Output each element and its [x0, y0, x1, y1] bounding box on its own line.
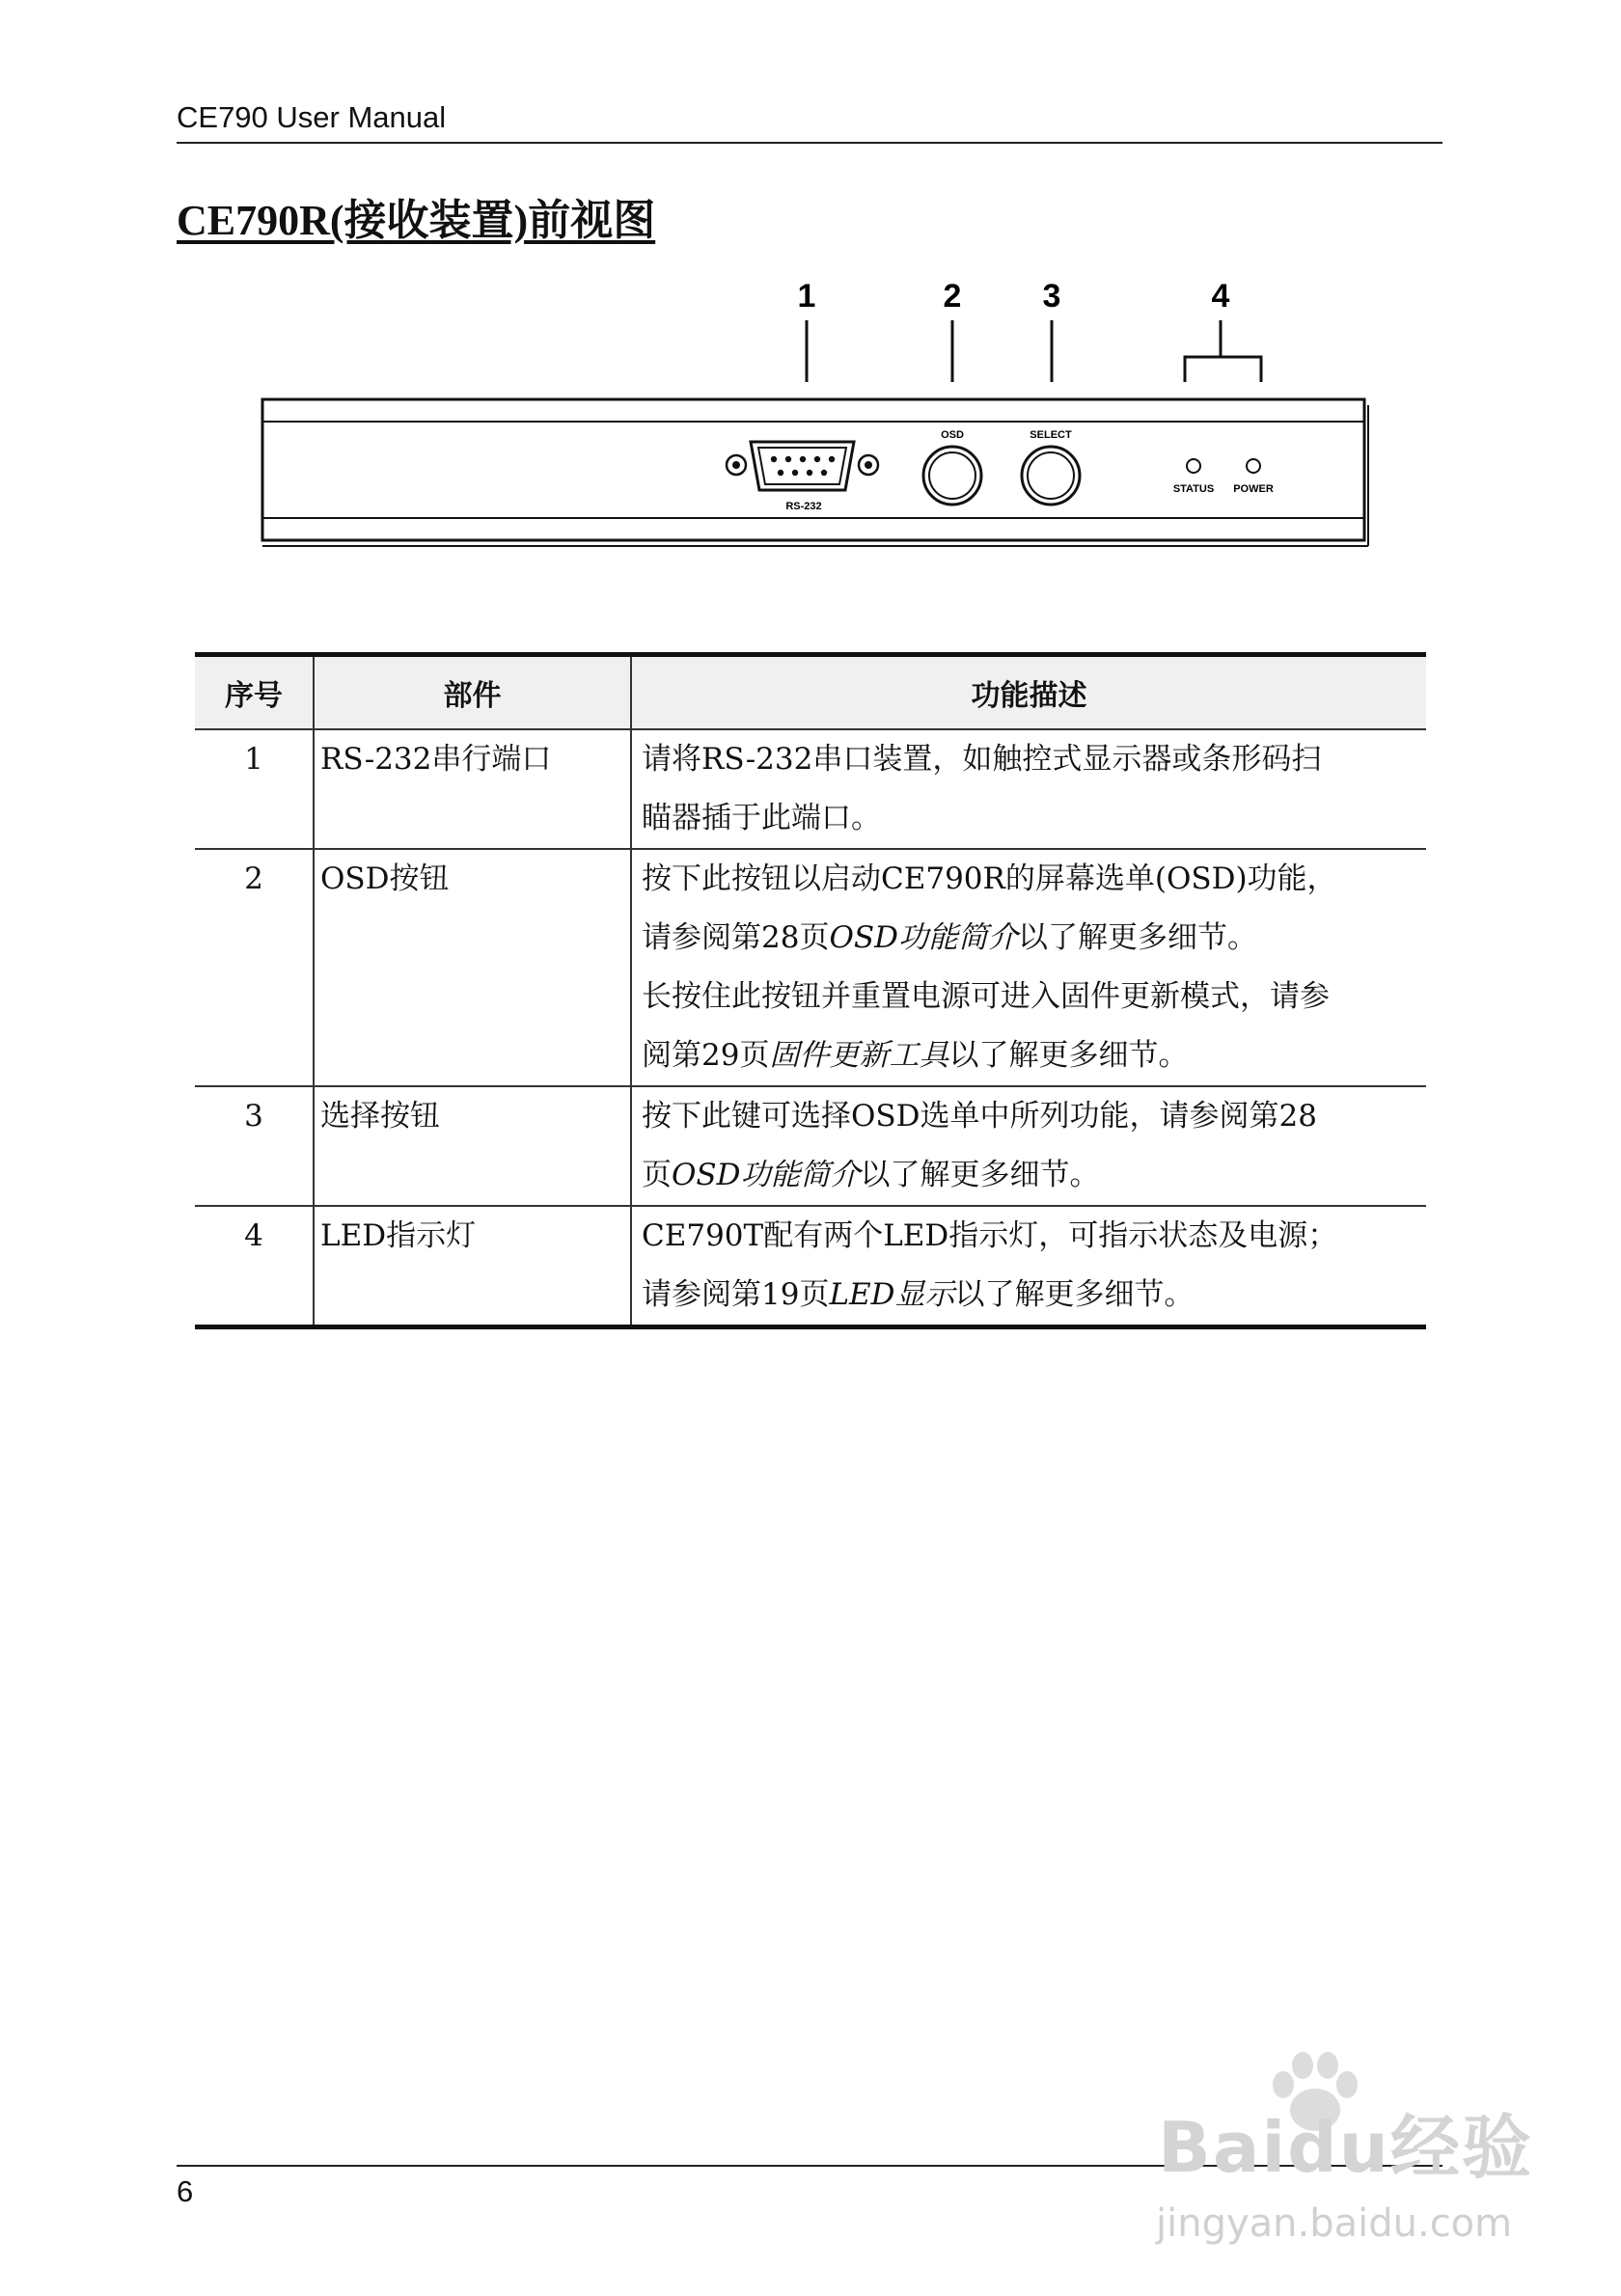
table-row	[195, 849, 1426, 1086]
description-line: 按下此键可选择OSD选单中所列功能，请参阅第28	[642, 1099, 1317, 1134]
status-led-icon	[1187, 459, 1200, 473]
select-button-icon	[1022, 447, 1080, 505]
row-part: RS-232串行端口	[314, 729, 631, 849]
row-description	[631, 1086, 1426, 1206]
cross-reference: OSD功能简介	[829, 920, 1018, 955]
row-part: LED指示灯	[314, 1206, 631, 1327]
cross-reference: OSD功能简介	[672, 1158, 861, 1192]
description-line: 页OSD功能简介以了解更多细节。	[642, 1158, 1100, 1192]
description-line: 请参阅第19页LED显示以了解更多细节。	[642, 1277, 1195, 1312]
table-row	[195, 1086, 1426, 1206]
power-led-label: POWER	[1233, 483, 1274, 495]
description-line: 瞄器插于此端口。	[642, 801, 881, 835]
row-description	[631, 729, 1426, 849]
osd-label: OSD	[941, 429, 964, 441]
page-number: 6	[177, 2174, 194, 2208]
power-led-icon	[1247, 459, 1260, 473]
header-number: 序号	[195, 655, 314, 730]
watermark-url: jingyan.baidu.com	[1156, 2201, 1513, 2246]
row-part: OSD按钮	[314, 849, 631, 1086]
cross-reference: LED显示	[829, 1277, 955, 1312]
row-description	[631, 849, 1426, 1086]
description-line: 请将RS-232串口装置，如触控式显示器或条形码扫	[642, 742, 1322, 777]
header-part: 部件	[314, 655, 631, 730]
row-number: 2	[195, 849, 314, 1086]
callout-3: 3	[1042, 278, 1061, 314]
description-line: CE790T配有两个LED指示灯，可指示状态及电源；	[642, 1218, 1338, 1253]
row-number: 1	[195, 729, 314, 849]
header-description: 功能描述	[631, 655, 1426, 730]
row-description	[631, 1206, 1426, 1327]
callout-2: 2	[943, 278, 962, 314]
bracket-4	[1185, 357, 1261, 382]
callout-4: 4	[1211, 278, 1230, 314]
rs232-label: RS-232	[785, 501, 822, 512]
section-title: CE790R(接收装置)前视图	[177, 197, 656, 244]
description-line: 长按住此按钮并重置电源可进入固件更新模式，请参	[642, 979, 1330, 1014]
description-line: 按下此按钮以启动CE790R的屏幕选单(OSD)功能，	[642, 861, 1337, 896]
description-line: 阅第29页固件更新工具以了解更多细节。	[642, 1038, 1189, 1073]
watermark-brand: Baidu经验	[1158, 2107, 1533, 2188]
osd-button-icon	[923, 447, 981, 505]
cross-reference: 固件更新工具	[769, 1038, 949, 1073]
front-view-diagram	[0, 0, 1621, 598]
row-part: 选择按钮	[314, 1086, 631, 1206]
callout-1: 1	[797, 278, 816, 314]
components-table	[195, 652, 1426, 1329]
description-line: 请参阅第28页OSD功能简介以了解更多细节。	[642, 920, 1257, 955]
row-number: 3	[195, 1086, 314, 1206]
table-row	[195, 1206, 1426, 1327]
table-header-row	[195, 655, 1426, 730]
table-row	[195, 729, 1426, 849]
running-header: CE790 User Manual	[177, 100, 447, 134]
row-number: 4	[195, 1206, 314, 1327]
select-label: SELECT	[1030, 429, 1072, 441]
status-led-label: STATUS	[1172, 483, 1215, 495]
